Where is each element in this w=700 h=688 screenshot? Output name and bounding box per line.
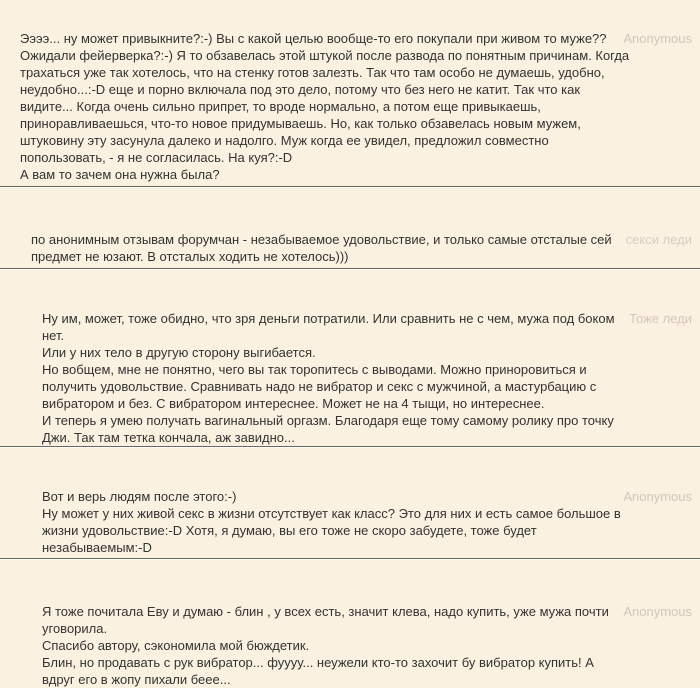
comment-text: по анонимным отзывам форумчан - незабываемое удовольствие, и только самые отсталые сей предмет не юзают. В отсталых ходить не хотелось)))	[31, 232, 612, 264]
comment-text: Вот и верь людям после этого:-) Ну может у них живой секс в жизни отсутствует как класс? Это для них и есть самое большое в жизни удовольствие:-D Хотя, я думаю, вы его тоже не скоро забудете, тоже будет незабываемым:-D	[42, 489, 621, 555]
comment-author: Anonymous	[623, 31, 692, 46]
comment-text: Ну им, может, тоже обидно, что зря деньги потратили. Или сравнить не с чем, мужа под боком нет. Или у них тело в другую сторону выгибается. Но вобщем, мне не понятно, чего вы так торопитесь с выводами. Можно приноровиться и получить удовольствие. Сравнивать надо не вибратор и секс с мужчиной, а мастурбацию с вибратором и без. С вибратором интереснее. Может не на 4 тыщи, но интереснее. И теперь я умею получать вагинальный оргазм. Благодаря еще тому самому ролику про точку Джи. Так там тетка кончала, аж завидно...	[42, 311, 615, 445]
comment	[0, 559, 700, 688]
comment-author: секси леди	[625, 232, 692, 247]
comment	[0, 0, 700, 187]
comment-author: Anonymous	[623, 489, 692, 504]
comment-author: Anonymous	[623, 604, 692, 619]
comment	[0, 447, 700, 559]
comment-text: Я тоже почитала Еву и думаю - блин , у всех есть, значит клева, надо купить, уже мужа почти уговорила. Спасибо автору, сэкономила мой бюждетик. Блин, но продавать с рук вибратор... фуууу... неужели кто-то захочит бу вибратор купить! А вдруг его в жопу пихали беее...	[42, 604, 609, 687]
comment	[0, 187, 700, 269]
comment	[0, 269, 700, 447]
comment-author: Тоже леди	[629, 311, 692, 326]
comment-text: Ээээ... ну может привыкните?:-) Вы с какой целью вообще-то его покупали при живом то муже?? Ожидали фейерверка?:-) Я то обзавелась этой штукой после развода по понятным причинам. Когда трахаться уже так хотелось, что на стенку готов залезть. Так что там особо не думаешь, удобно, неудобно...:-D еще и порно включала под это дело, потому что без него не катит. Так что как видите... Когда очень сильно припрет, то вроде нормально, а потом еще привыкаешь, приноравливаешься, что-то новое придумываешь. Но, как только обзавелась новым мужем, штуковину эту засунула далеко и надолго. Муж когда ее увидел, предложил совместно попользовать, - я не согласилась. На куя?:-D А вам то зачем она нужна была?	[20, 31, 630, 182]
